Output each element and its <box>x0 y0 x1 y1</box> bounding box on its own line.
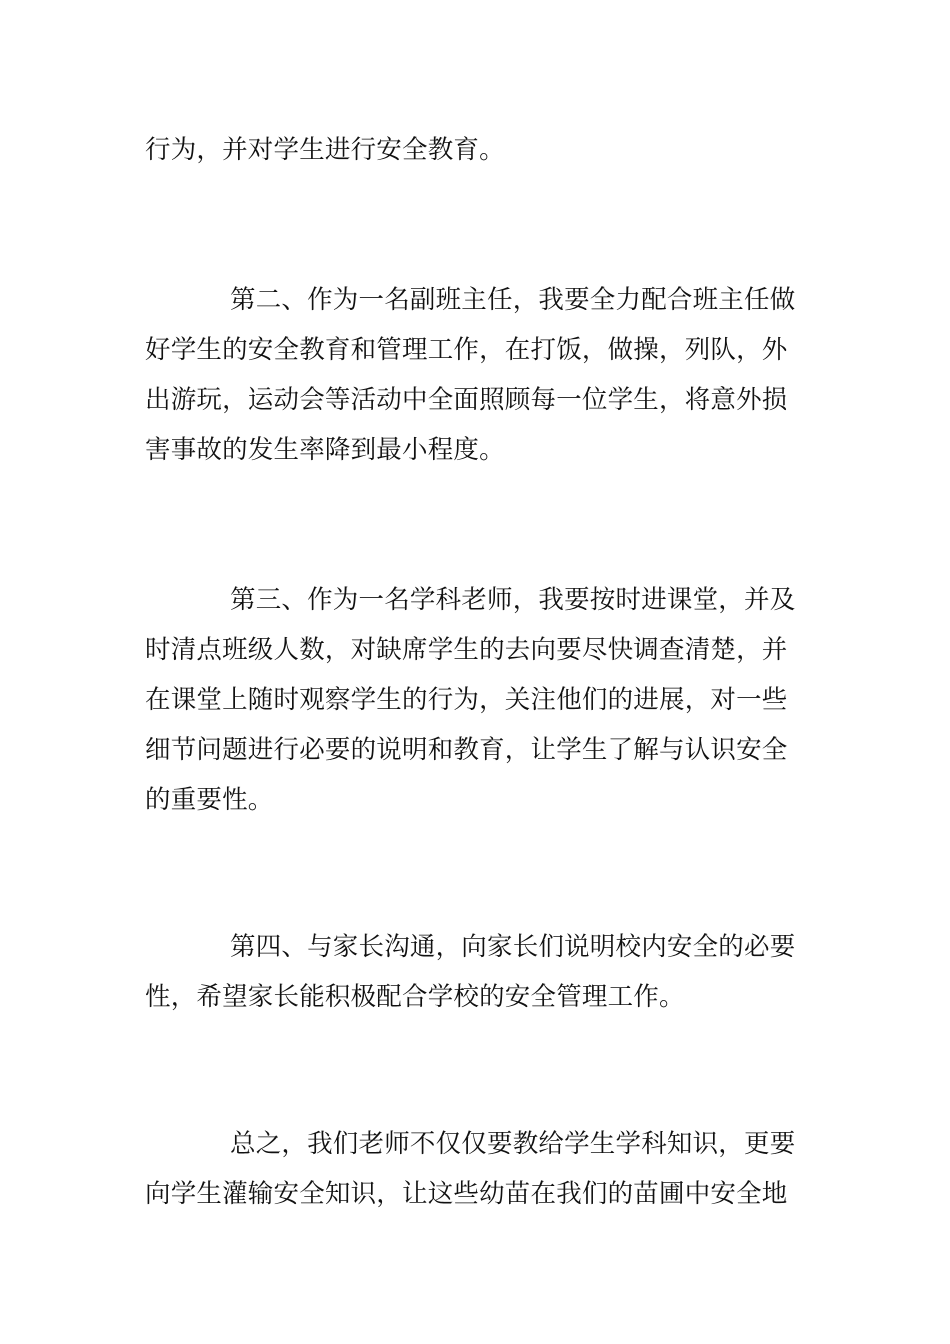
paragraph-1-line-4: 害事故的发生率降到最小程度。 <box>145 435 505 465</box>
paragraph-1-line-1: 第二、作为一名副班主任，我要全力配合班主任做 <box>230 285 796 315</box>
paragraph-2-line-3: 在课堂上随时观察学生的行为，关注他们的进展，对一些 <box>145 685 788 715</box>
paragraph-2-line-4: 细节问题进行必要的说明和教育，让学生了解与认识安全 <box>145 735 788 765</box>
paragraph-2-line-2: 时清点班级人数，对缺席学生的去向要尽快调查清楚，并 <box>145 635 788 665</box>
paragraph-2-line-5: 的重要性。 <box>145 785 274 815</box>
paragraph-2-line-1: 第三、作为一名学科老师，我要按时进课堂，并及 <box>230 585 796 615</box>
paragraph-4-line-1: 总之，我们老师不仅仅要教给学生学科知识，更要 <box>230 1129 796 1159</box>
paragraph-3-line-1: 第四、与家长沟通，向家长们说明校内安全的必要 <box>230 932 796 962</box>
paragraph-3-line-2: 性，希望家长能积极配合学校的安全管理工作。 <box>145 982 685 1012</box>
paragraph-0-line-1: 行为，并对学生进行安全教育。 <box>145 135 505 165</box>
paragraph-1-line-3: 出游玩，运动会等活动中全面照顾每一位学生，将意外损 <box>145 385 788 415</box>
paragraph-4-line-2: 向学生灌输安全知识，让这些幼苗在我们的苗圃中安全地 <box>145 1179 788 1209</box>
paragraph-1-line-2: 好学生的安全教育和管理工作，在打饭，做操，列队，外 <box>145 335 788 365</box>
